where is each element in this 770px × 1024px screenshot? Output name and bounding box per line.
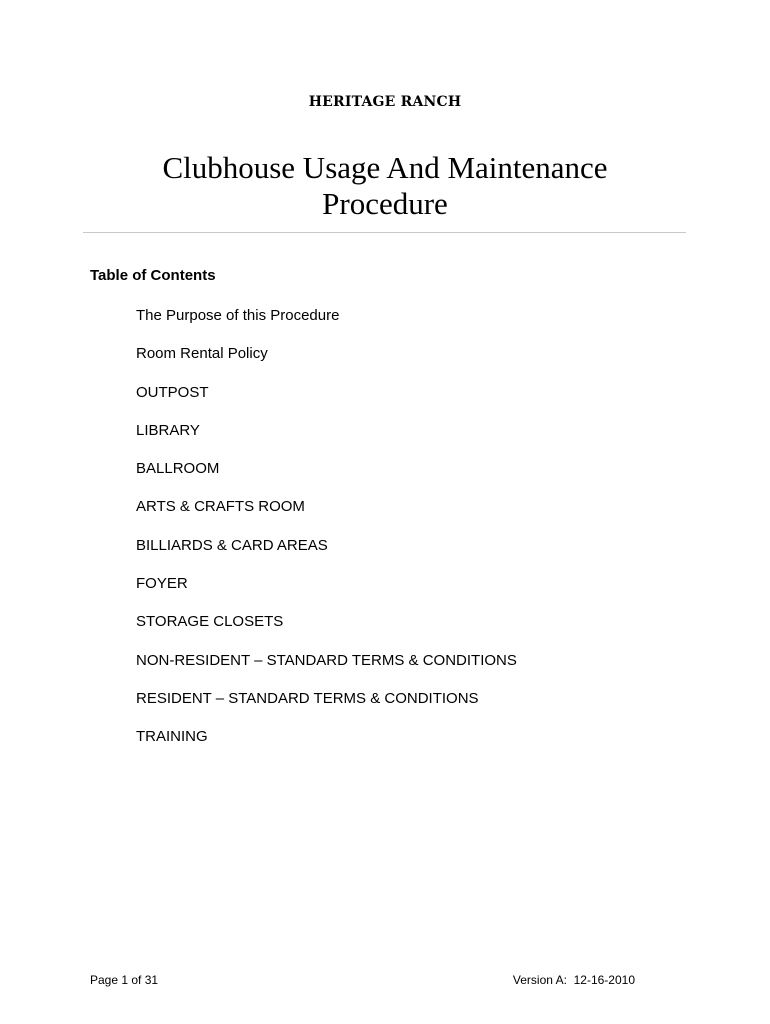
organization-name: HERITAGE RANCH	[308, 94, 462, 110]
toc-item-storage-closets[interactable]: STORAGE CLOSETS	[136, 613, 284, 631]
document-title-line-1: Clubhouse Usage And Maintenance	[162, 150, 608, 185]
document-title	[0, 150, 770, 222]
toc-item-outpost[interactable]: OUTPOST	[136, 383, 209, 401]
version-label: Version A: 12-16-2010	[512, 973, 635, 987]
toc-item-training[interactable]: TRAINING	[136, 728, 208, 746]
toc-item-foyer[interactable]: FOYER	[136, 575, 188, 593]
page-number: Page 1 of 31	[90, 973, 159, 987]
toc-item-billiards-card-areas[interactable]: BILLIARDS & CARD AREAS	[136, 536, 328, 554]
toc-item-ballroom[interactable]: BALLROOM	[136, 460, 220, 478]
toc-heading: Table of Contents	[90, 267, 216, 284]
document-title-line-2: Procedure	[322, 186, 448, 221]
title-divider	[83, 232, 686, 233]
toc-item-library[interactable]: LIBRARY	[136, 421, 200, 439]
toc-item-resident-terms[interactable]: RESIDENT – STANDARD TERMS & CONDITIONS	[136, 689, 479, 707]
toc-item-arts-crafts-room[interactable]: ARTS & CRAFTS ROOM	[136, 498, 305, 516]
toc-list	[136, 305, 517, 765]
toc-item-purpose[interactable]: The Purpose of this Procedure	[136, 307, 340, 324]
toc-item-room-rental-policy[interactable]: Room Rental Policy	[136, 345, 268, 363]
toc-item-non-resident-terms[interactable]: NON-RESIDENT – STANDARD TERMS & CONDITIONS	[136, 651, 517, 669]
